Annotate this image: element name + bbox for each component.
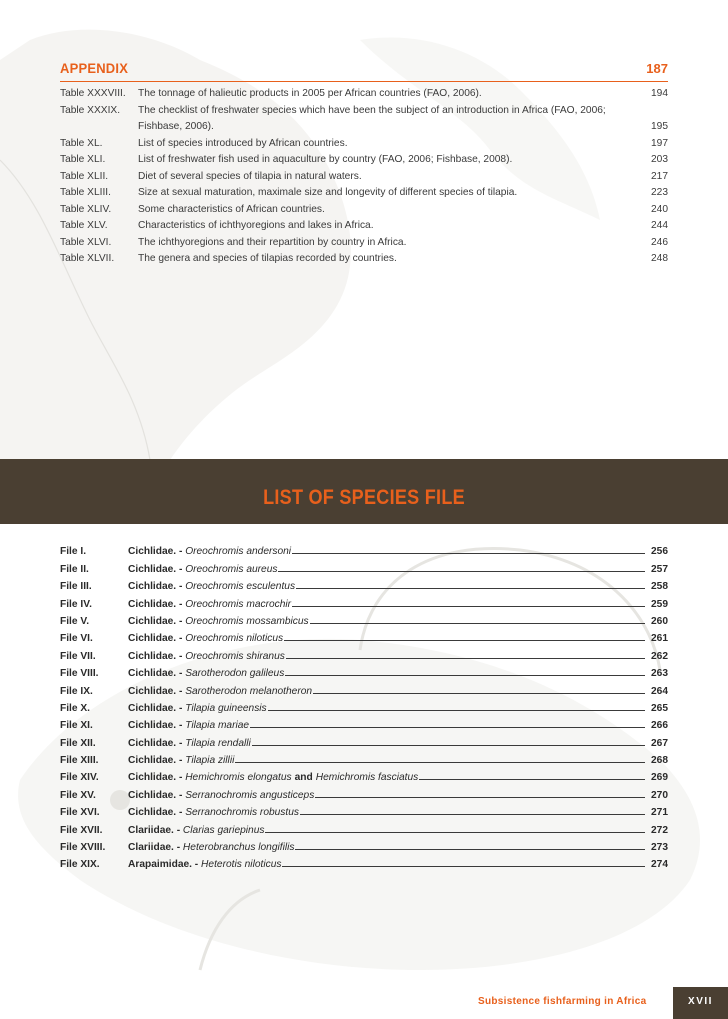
tables-list xyxy=(60,86,668,268)
leader-line xyxy=(296,588,645,589)
table-page-number: 244 xyxy=(651,220,668,231)
family-name: Arapaimidae. - xyxy=(128,859,202,871)
table-description: Size at sexual maturation, maximale size and longevity of different species of tilapia. xyxy=(138,187,518,198)
leader-line xyxy=(292,553,645,554)
species-file-entry[interactable] xyxy=(60,766,668,783)
file-number: File XV. xyxy=(60,789,96,801)
leader-line xyxy=(265,832,645,833)
footer-page-number: XVII xyxy=(688,996,713,1007)
leader-line xyxy=(252,745,645,746)
species-name: Oreochromis macrochir xyxy=(185,598,292,610)
species-name: Heterobranchus longifilis xyxy=(182,842,295,854)
species-file-entry[interactable] xyxy=(60,749,668,766)
file-number: File XVII. xyxy=(60,824,103,836)
table-entry[interactable] xyxy=(60,202,668,219)
table-entry[interactable] xyxy=(60,136,668,153)
file-page-number: 267 xyxy=(651,737,668,749)
species-name: Oreochromis niloticus xyxy=(185,633,284,645)
leader-line xyxy=(284,640,645,641)
family-name: Cichlidae. - xyxy=(128,702,186,714)
species-file-entry[interactable] xyxy=(60,836,668,853)
family-name: Cichlidae. - xyxy=(128,633,186,645)
species-name: Oreochromis esculentus xyxy=(185,581,296,593)
species-name: Sarotherodon melanotheron xyxy=(185,685,313,697)
file-number: File I. xyxy=(60,546,87,558)
conjunction-text: and xyxy=(294,772,313,784)
file-page-number: 265 xyxy=(651,702,668,714)
table-page-number: 197 xyxy=(651,137,668,149)
species-file-entry[interactable] xyxy=(60,575,668,592)
table-page-number: 223 xyxy=(651,187,668,198)
table-entry[interactable] xyxy=(60,218,668,235)
species-name-secondary: Hemichromis fasciatus xyxy=(315,772,419,784)
file-number: File III. xyxy=(60,581,92,593)
table-number: Table XLVII. xyxy=(60,253,115,264)
file-number: File XIX. xyxy=(60,859,100,871)
file-number: File VII. xyxy=(60,650,96,662)
file-page-number: 261 xyxy=(651,633,668,645)
species-name: Tilapia zillii xyxy=(185,755,235,767)
file-page-number: 274 xyxy=(651,859,668,871)
table-page-number: 248 xyxy=(651,253,668,264)
file-number: File XIV. xyxy=(60,772,99,784)
table-entry[interactable] xyxy=(60,251,668,268)
table-description: Diet of several species of tilapia in natural waters. xyxy=(138,170,362,182)
appendix-page-number: 187 xyxy=(646,61,668,76)
species-name: Clarias gariepinus xyxy=(182,824,265,836)
species-name: Tilapia mariae xyxy=(185,720,250,732)
table-number: Table XXXVIII. xyxy=(60,88,126,99)
file-number: File V. xyxy=(60,615,90,627)
leader-line xyxy=(282,866,645,867)
table-entry[interactable] xyxy=(60,152,668,169)
species-file-entry[interactable] xyxy=(60,662,668,679)
species-file-entry[interactable] xyxy=(60,783,668,800)
leader-line xyxy=(313,693,645,694)
family-name: Clariidae. - xyxy=(128,824,183,836)
species-file-entry[interactable] xyxy=(60,679,668,696)
species-name: Serranochromis angusticeps xyxy=(185,789,315,801)
table-entry[interactable] xyxy=(60,169,668,186)
file-page-number: 273 xyxy=(651,842,668,854)
file-number: File XVIII. xyxy=(60,842,106,854)
leader-line xyxy=(292,606,645,607)
species-file-entry[interactable] xyxy=(60,540,668,557)
table-number: Table XLVI. xyxy=(60,236,112,248)
family-name: Cichlidae. - xyxy=(128,581,186,593)
file-page-number: 262 xyxy=(651,650,668,662)
table-number: Table XLII. xyxy=(60,170,109,182)
file-number: File XII. xyxy=(60,737,96,749)
file-number: File VIII. xyxy=(60,668,99,680)
family-name: Cichlidae. - xyxy=(128,755,186,767)
family-name: Cichlidae. - xyxy=(128,650,186,662)
file-page-number: 268 xyxy=(651,755,668,767)
table-entry[interactable] xyxy=(60,185,668,202)
file-page-number: 271 xyxy=(651,807,668,819)
table-page-number: 217 xyxy=(651,170,668,182)
species-file-entry[interactable] xyxy=(60,731,668,748)
family-name: Cichlidae. - xyxy=(128,668,186,680)
file-page-number: 270 xyxy=(651,789,668,801)
file-page-number: 266 xyxy=(651,720,668,732)
file-page-number: 256 xyxy=(651,546,668,558)
leader-line xyxy=(285,675,645,676)
species-file-entry[interactable] xyxy=(60,610,668,627)
table-number: Table XL. xyxy=(60,137,103,149)
file-page-number: 258 xyxy=(651,581,668,593)
file-page-number: 260 xyxy=(651,615,668,627)
table-number: Table XLV. xyxy=(60,220,108,231)
species-file-entry[interactable] xyxy=(60,853,668,870)
file-number: File XVI. xyxy=(60,807,100,819)
family-name: Cichlidae. - xyxy=(128,772,186,784)
species-file-list xyxy=(60,540,668,870)
species-file-entry[interactable] xyxy=(60,557,668,574)
leader-line xyxy=(295,849,645,850)
file-page-number: 257 xyxy=(651,563,668,575)
table-entry[interactable] xyxy=(60,235,668,252)
file-number: File II. xyxy=(60,563,89,575)
table-number: Table XXXIX. xyxy=(60,104,121,116)
leader-line xyxy=(268,710,645,711)
file-number: File XI. xyxy=(60,720,93,732)
family-name: Cichlidae. - xyxy=(128,737,186,749)
file-page-number: 264 xyxy=(651,685,668,697)
leader-line xyxy=(300,814,645,815)
species-name: Oreochromis andersoni xyxy=(185,546,292,558)
table-number: Table XLIV. xyxy=(60,203,112,215)
table-page-number: 246 xyxy=(651,236,668,248)
family-name: Clariidae. - xyxy=(128,842,183,854)
leader-line xyxy=(315,797,645,798)
family-name: Cichlidae. - xyxy=(128,563,186,575)
section-title: LIST OF SPECIES FILE xyxy=(263,486,465,509)
appendix-title: APPENDIX xyxy=(60,60,129,77)
table-description: The checklist of freshwater species which have been the subject of an introduction in Africa (FAO, 2006; Fishbase, 2006). xyxy=(138,104,606,132)
table-page-number: 194 xyxy=(651,88,668,99)
species-file-entry[interactable] xyxy=(60,801,668,818)
species-file-entry[interactable] xyxy=(60,592,668,609)
leader-line xyxy=(286,658,645,659)
species-name: Hemichromis elongatus xyxy=(185,772,292,784)
appendix-header xyxy=(60,61,668,82)
table-page-number: 240 xyxy=(651,203,668,215)
file-number: File VI. xyxy=(60,633,93,645)
file-page-number: 272 xyxy=(651,824,668,836)
species-name: Oreochromis aureus xyxy=(185,563,278,575)
table-description: Characteristics of ichthyoregions and lakes in Africa. xyxy=(138,220,374,231)
family-name: Cichlidae. - xyxy=(128,720,186,732)
table-entry[interactable] xyxy=(60,103,668,136)
file-page-number: 263 xyxy=(651,668,668,680)
file-number: File IX. xyxy=(60,685,93,697)
leader-line xyxy=(235,762,645,763)
file-page-number: 269 xyxy=(651,772,668,784)
table-number: Table XLIII. xyxy=(60,187,111,198)
table-description: Some characteristics of African countries. xyxy=(138,203,325,215)
leader-line xyxy=(419,779,645,780)
file-number: File IV. xyxy=(60,598,92,610)
species-file-entry[interactable] xyxy=(60,714,668,731)
table-number: Table XLI. xyxy=(60,154,106,165)
leader-line xyxy=(310,623,645,624)
table-description: List of freshwater fish used in aquaculture by country (FAO, 2006; Fishbase, 2008). xyxy=(138,154,513,165)
leader-line xyxy=(278,571,645,572)
species-name: Oreochromis shiranus xyxy=(185,650,285,662)
table-description: The genera and species of tilapias recorded by countries. xyxy=(138,253,397,264)
table-description: The tonnage of halieutic products in 2005 per African countries (FAO, 2006). xyxy=(138,88,482,99)
species-file-entry[interactable] xyxy=(60,818,668,835)
file-number: File XIII. xyxy=(60,755,99,767)
family-name: Cichlidae. - xyxy=(128,685,186,697)
table-entry[interactable] xyxy=(60,86,668,103)
table-page-number: 195 xyxy=(651,121,668,132)
family-name: Cichlidae. - xyxy=(128,807,186,819)
species-name: Tilapia guineensis xyxy=(185,702,267,714)
family-name: Cichlidae. - xyxy=(128,598,186,610)
footer-title: Subsistence fishfarming in Africa xyxy=(478,996,647,1007)
species-name: Heterotis niloticus xyxy=(201,859,282,871)
species-file-entry[interactable] xyxy=(60,644,668,661)
species-name: Tilapia rendalli xyxy=(185,737,251,749)
family-name: Cichlidae. - xyxy=(128,789,186,801)
file-number: File X. xyxy=(60,702,91,714)
table-page-number: 203 xyxy=(651,154,668,165)
leader-line xyxy=(250,727,645,728)
species-file-entry[interactable] xyxy=(60,627,668,644)
family-name: Cichlidae. - xyxy=(128,546,186,558)
table-description: List of species introduced by African countries. xyxy=(138,137,348,149)
species-name: Sarotherodon galileus xyxy=(185,668,285,680)
species-file-entry[interactable] xyxy=(60,697,668,714)
species-name: Serranochromis robustus xyxy=(185,807,299,819)
table-description: The ichthyoregions and their repartition by country in Africa. xyxy=(138,236,407,248)
file-page-number: 259 xyxy=(651,598,668,610)
family-name: Cichlidae. - xyxy=(128,615,186,627)
species-name: Oreochromis mossambicus xyxy=(185,615,309,627)
